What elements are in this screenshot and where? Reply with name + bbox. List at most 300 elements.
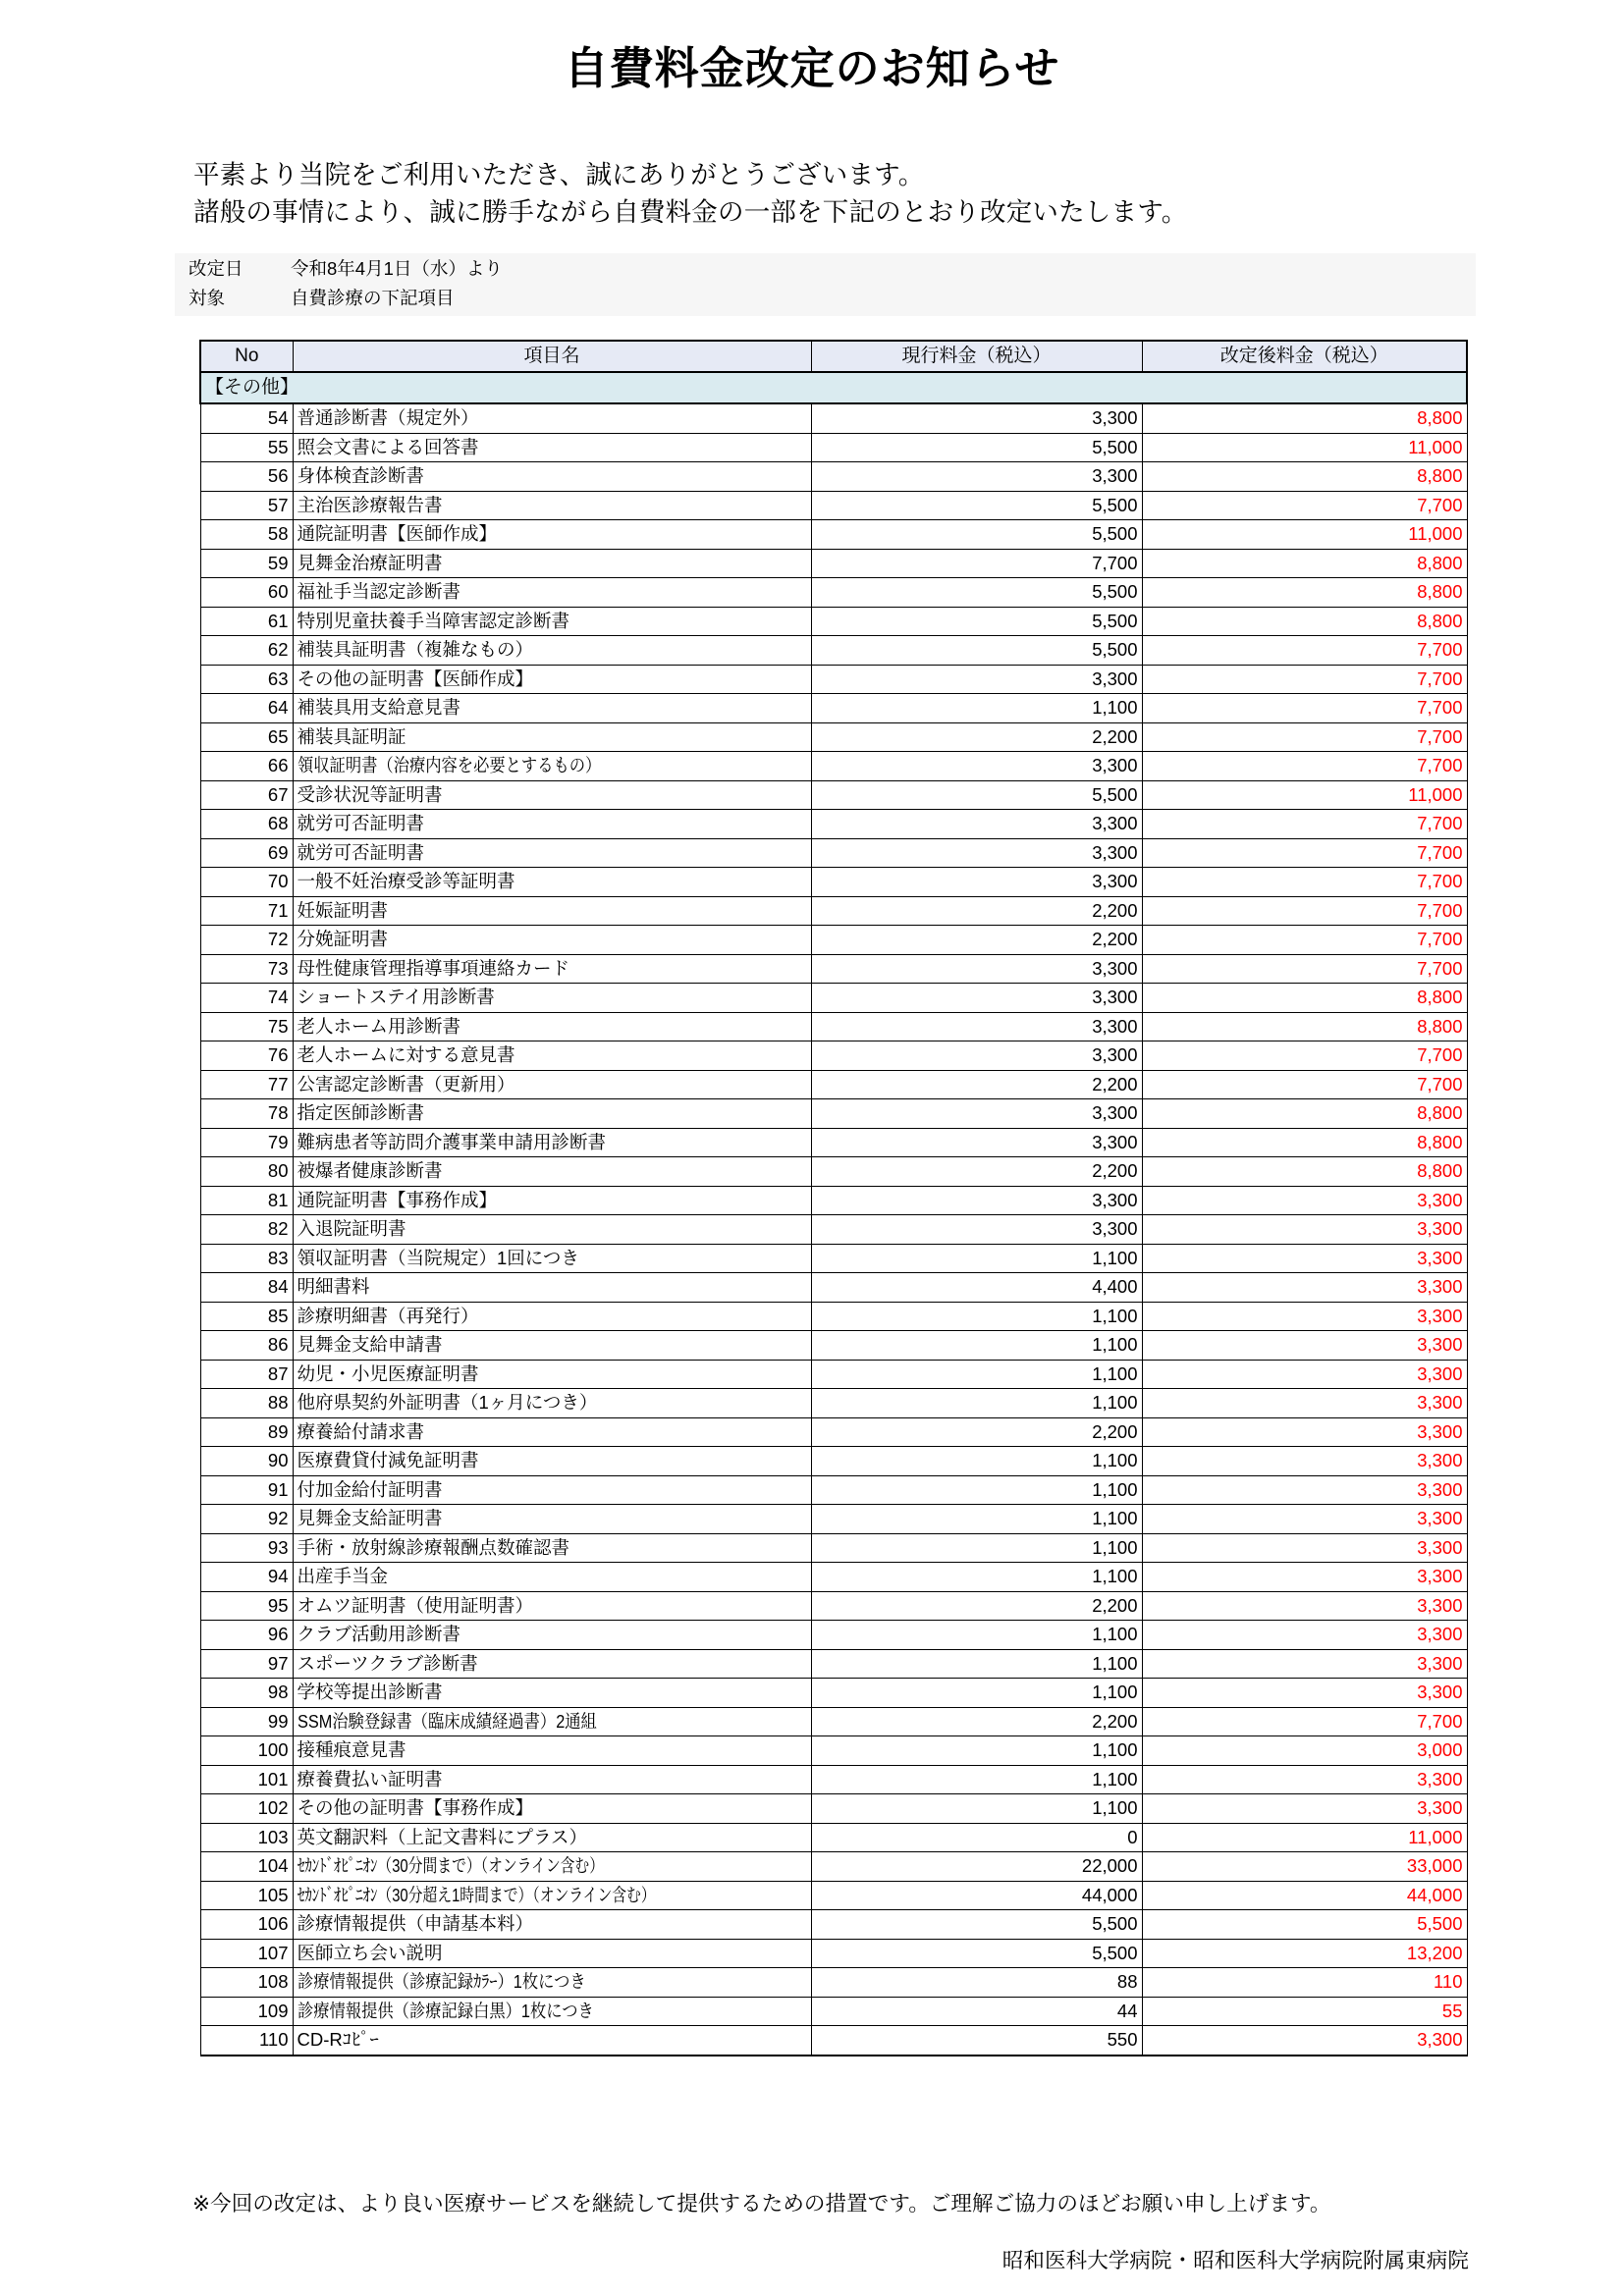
row-item-name: 分娩証明書	[293, 926, 811, 955]
row-current-price: 1,100	[811, 1736, 1142, 1766]
row-item-name: 手術・放射線診療報酬点数確認書	[293, 1533, 811, 1563]
row-current-price: 3,300	[811, 984, 1142, 1013]
row-item-name: 診療情報提供（申請基本料）	[293, 1910, 811, 1940]
fee-table-head	[200, 341, 1467, 372]
row-current-price: 3,300	[811, 868, 1142, 897]
row-revised-price: 7,700	[1142, 1070, 1467, 1099]
row-revised-price: 3,300	[1142, 1389, 1467, 1418]
row-revised-price: 8,800	[1142, 549, 1467, 578]
row-no: 92	[200, 1505, 293, 1534]
row-no: 68	[200, 810, 293, 839]
row-revised-price: 44,000	[1142, 1881, 1467, 1910]
row-revised-price: 3,000	[1142, 1736, 1467, 1766]
row-revised-price: 7,700	[1142, 665, 1467, 694]
row-item-name: 他府県契約外証明書（1ヶ月につき）	[293, 1389, 811, 1418]
row-item-name: 身体検査診断書	[293, 462, 811, 492]
row-no: 106	[200, 1910, 293, 1940]
row-no: 62	[200, 636, 293, 666]
row-item-name: 補装具証明書（複雑なもの）	[293, 636, 811, 666]
table-row	[200, 1794, 1467, 1824]
table-row	[200, 780, 1467, 810]
row-revised-price: 3,300	[1142, 1563, 1467, 1592]
row-item-name: 補装具証明証	[293, 722, 811, 752]
table-row	[200, 1563, 1467, 1592]
table-row	[200, 752, 1467, 781]
col-header-no: No	[200, 341, 293, 372]
row-current-price: 3,300	[811, 665, 1142, 694]
row-current-price: 2,200	[811, 1070, 1142, 1099]
row-no: 86	[200, 1331, 293, 1361]
fee-table	[199, 340, 1468, 2056]
row-item-name: 医師立ち会い説明	[293, 1939, 811, 1968]
row-no: 65	[200, 722, 293, 752]
row-current-price: 5,500	[811, 607, 1142, 636]
row-current-price: 1,100	[811, 1447, 1142, 1476]
table-row	[200, 1041, 1467, 1071]
row-current-price: 2,200	[811, 1417, 1142, 1447]
row-current-price: 5,500	[811, 636, 1142, 666]
row-no: 89	[200, 1417, 293, 1447]
row-revised-price: 3,300	[1142, 1273, 1467, 1303]
row-revised-price: 3,300	[1142, 1591, 1467, 1621]
row-no: 75	[200, 1012, 293, 1041]
row-no: 87	[200, 1360, 293, 1389]
table-row	[200, 1186, 1467, 1215]
row-current-price: 1,100	[811, 1302, 1142, 1331]
row-revised-price: 7,700	[1142, 1707, 1467, 1736]
row-item-name: ｾｶﾝﾄﾞｵﾋﾟﾆｵﾝ（30分超え1時間まで）（オンライン含む）	[293, 1881, 811, 1910]
row-current-price: 1,100	[811, 1765, 1142, 1794]
row-no: 83	[200, 1244, 293, 1273]
row-revised-price: 3,300	[1142, 1794, 1467, 1824]
row-no: 90	[200, 1447, 293, 1476]
row-no: 58	[200, 520, 293, 550]
row-revised-price: 110	[1142, 1968, 1467, 1998]
row-current-price: 2,200	[811, 926, 1142, 955]
row-current-price: 3,300	[811, 838, 1142, 868]
row-item-name: その他の証明書【事務作成】	[293, 1794, 811, 1824]
table-row	[200, 1939, 1467, 1968]
row-no: 85	[200, 1302, 293, 1331]
row-revised-price: 7,700	[1142, 954, 1467, 984]
row-item-name: 療養費払い証明書	[293, 1765, 811, 1794]
row-revised-price: 3,300	[1142, 1186, 1467, 1215]
row-revised-price: 33,000	[1142, 1852, 1467, 1882]
row-item-name: 母性健康管理指導事項連絡カード	[293, 954, 811, 984]
row-current-price: 1,100	[811, 1360, 1142, 1389]
table-row	[200, 1417, 1467, 1447]
row-revised-price: 7,700	[1142, 1041, 1467, 1071]
fee-table-wrapper	[199, 340, 1466, 2056]
row-current-price: 1,100	[811, 1679, 1142, 1708]
row-item-name: 出産手当金	[293, 1563, 811, 1592]
table-row	[200, 1823, 1467, 1852]
row-no: 60	[200, 578, 293, 608]
table-row	[200, 433, 1467, 462]
table-row	[200, 1910, 1467, 1940]
row-current-price: 3,300	[811, 403, 1142, 433]
row-revised-price: 8,800	[1142, 607, 1467, 636]
row-item-name: 難病患者等訪問介護事業申請用診断書	[293, 1128, 811, 1157]
row-current-price: 3,300	[811, 1215, 1142, 1245]
table-row	[200, 694, 1467, 723]
row-item-name: 福祉手当認定診断書	[293, 578, 811, 608]
header-row	[200, 341, 1467, 372]
row-no: 70	[200, 868, 293, 897]
row-revised-price: 8,800	[1142, 578, 1467, 608]
row-current-price: 1,100	[811, 1475, 1142, 1505]
table-row	[200, 1070, 1467, 1099]
intro-paragraph	[193, 157, 1470, 231]
row-no: 73	[200, 954, 293, 984]
row-item-name: 領収証明書（当院規定）1回につき	[293, 1244, 811, 1273]
table-row	[200, 1475, 1467, 1505]
row-revised-price: 8,800	[1142, 1099, 1467, 1129]
row-current-price: 1,100	[811, 1794, 1142, 1824]
row-item-name: スポーツクラブ診断書	[293, 1649, 811, 1679]
row-current-price: 2,200	[811, 1157, 1142, 1187]
row-no: 103	[200, 1823, 293, 1852]
table-row	[200, 403, 1467, 433]
row-current-price: 44	[811, 1997, 1142, 2026]
row-item-name: 診療情報提供（診療記録ｶﾗｰ）1枚につき	[293, 1968, 811, 1998]
row-item-name: SSM治験登録書（臨床成績経過書）2通組	[293, 1707, 811, 1736]
row-current-price: 5,500	[811, 491, 1142, 520]
row-no: 74	[200, 984, 293, 1013]
row-item-name: 就労可否証明書	[293, 838, 811, 868]
table-row	[200, 1273, 1467, 1303]
row-current-price: 1,100	[811, 1563, 1142, 1592]
col-header-current: 現行料金（税込）	[811, 341, 1142, 372]
intro-line-1: 平素より当院をご利用いただき、誠にありがとうございます。	[193, 160, 925, 189]
category-label: 【その他】	[200, 372, 1467, 403]
row-current-price: 1,100	[811, 1505, 1142, 1534]
table-row	[200, 838, 1467, 868]
col-header-revised: 改定後料金（税込）	[1142, 341, 1467, 372]
row-current-price: 7,700	[811, 549, 1142, 578]
row-revised-price: 7,700	[1142, 810, 1467, 839]
table-row	[200, 1128, 1467, 1157]
row-item-name: 診療情報提供（診療記録白黒）1枚につき	[293, 1997, 811, 2026]
row-item-name: 受診状況等証明書	[293, 780, 811, 810]
row-item-name: 特別児童扶養手当障害認定診断書	[293, 607, 811, 636]
row-revised-price: 3,300	[1142, 1331, 1467, 1361]
table-row	[200, 1360, 1467, 1389]
table-row	[200, 1621, 1467, 1650]
table-row	[200, 1968, 1467, 1998]
row-current-price: 1,100	[811, 1621, 1142, 1650]
row-revised-price: 3,300	[1142, 1533, 1467, 1563]
row-revised-price: 8,800	[1142, 1157, 1467, 1187]
table-row	[200, 491, 1467, 520]
row-revised-price: 7,700	[1142, 722, 1467, 752]
meta-info-band	[175, 253, 1476, 316]
row-revised-price: 8,800	[1142, 462, 1467, 492]
table-row	[200, 2026, 1467, 2056]
row-current-price: 44,000	[811, 1881, 1142, 1910]
row-no: 98	[200, 1679, 293, 1708]
row-no: 97	[200, 1649, 293, 1679]
hospital-signature: 昭和医科大学病院・昭和医科大学病院附属東病院	[1001, 2249, 1469, 2272]
row-revised-price: 3,300	[1142, 1447, 1467, 1476]
row-current-price: 4,400	[811, 1273, 1142, 1303]
row-no: 84	[200, 1273, 293, 1303]
row-no: 93	[200, 1533, 293, 1563]
row-no: 69	[200, 838, 293, 868]
intro-line-2: 諸般の事情により、誠に勝手ながら自費料金の一部を下記のとおり改定いたします。	[193, 196, 1188, 227]
row-revised-price: 55	[1142, 1997, 1467, 2026]
table-row	[200, 1997, 1467, 2026]
row-item-name: 照会文書による回答書	[293, 433, 811, 462]
row-current-price: 3,300	[811, 954, 1142, 984]
row-item-name: 主治医診療報告書	[293, 491, 811, 520]
table-row	[200, 1736, 1467, 1766]
row-current-price: 3,300	[811, 1186, 1142, 1215]
page-title: 自費料金改定のお知らせ	[564, 43, 1060, 93]
table-row	[200, 954, 1467, 984]
table-row	[200, 1881, 1467, 1910]
row-revised-price: 11,000	[1142, 780, 1467, 810]
row-no: 95	[200, 1591, 293, 1621]
row-no: 64	[200, 694, 293, 723]
row-no: 99	[200, 1707, 293, 1736]
table-row	[200, 549, 1467, 578]
row-no: 110	[200, 2026, 293, 2056]
row-item-name: ショートステイ用診断書	[293, 984, 811, 1013]
row-no: 79	[200, 1128, 293, 1157]
row-current-price: 2,200	[811, 1591, 1142, 1621]
row-item-name: CD-Rｺﾋﾟｰ	[293, 2026, 811, 2056]
row-revised-price: 7,700	[1142, 694, 1467, 723]
table-row	[200, 607, 1467, 636]
row-revised-price: 8,800	[1142, 1128, 1467, 1157]
table-row	[200, 1852, 1467, 1882]
table-row	[200, 810, 1467, 839]
row-no: 81	[200, 1186, 293, 1215]
table-row	[200, 1765, 1467, 1794]
row-revised-price: 3,300	[1142, 1215, 1467, 1245]
row-revised-price: 3,300	[1142, 1475, 1467, 1505]
table-row	[200, 1215, 1467, 1245]
revision-date-row	[175, 253, 1476, 285]
row-current-price: 1,100	[811, 1533, 1142, 1563]
row-item-name: 老人ホームに対する意見書	[293, 1041, 811, 1071]
row-revised-price: 11,000	[1142, 433, 1467, 462]
row-revised-price: 8,800	[1142, 1012, 1467, 1041]
table-row	[200, 636, 1467, 666]
row-item-name: 医療費貸付減免証明書	[293, 1447, 811, 1476]
row-current-price: 1,100	[811, 1389, 1142, 1418]
row-current-price: 1,100	[811, 1649, 1142, 1679]
row-no: 78	[200, 1099, 293, 1129]
row-item-name: 通院証明書【事務作成】	[293, 1186, 811, 1215]
revision-note: ※今回の改定は、より良い医療サービスを継続して提供するための措置です。ご理解ご協力のほどお願い申し上げます。	[192, 2192, 1331, 2216]
table-row	[200, 1679, 1467, 1708]
row-item-name: 公害認定診断書（更新用）	[293, 1070, 811, 1099]
row-item-name: 見舞金支給証明書	[293, 1505, 811, 1534]
row-item-name: 見舞金支給申請書	[293, 1331, 811, 1361]
row-revised-price: 7,700	[1142, 636, 1467, 666]
table-row	[200, 665, 1467, 694]
row-item-name: 被爆者健康診断書	[293, 1157, 811, 1187]
row-current-price: 3,300	[811, 1128, 1142, 1157]
row-current-price: 1,100	[811, 1244, 1142, 1273]
row-item-name: 幼児・小児医療証明書	[293, 1360, 811, 1389]
row-no: 105	[200, 1881, 293, 1910]
row-revised-price: 7,700	[1142, 752, 1467, 781]
row-no: 59	[200, 549, 293, 578]
row-item-name: 診療明細書（再発行）	[293, 1302, 811, 1331]
row-revised-price: 7,700	[1142, 896, 1467, 926]
row-no: 80	[200, 1157, 293, 1187]
revision-date-value: 令和8年4月1日（水）より	[291, 258, 503, 279]
row-item-name: 妊娠証明書	[293, 896, 811, 926]
table-row	[200, 462, 1467, 492]
row-no: 72	[200, 926, 293, 955]
row-revised-price: 3,300	[1142, 1244, 1467, 1273]
row-current-price: 5,500	[811, 520, 1142, 550]
row-no: 56	[200, 462, 293, 492]
revision-date-label: 改定日	[189, 258, 244, 279]
row-no: 76	[200, 1041, 293, 1071]
target-label: 対象	[189, 288, 226, 308]
row-item-name: オムツ証明書（使用証明書）	[293, 1591, 811, 1621]
row-no: 55	[200, 433, 293, 462]
row-item-name: 付加金給付証明書	[293, 1475, 811, 1505]
table-row	[200, 926, 1467, 955]
row-no: 82	[200, 1215, 293, 1245]
row-revised-price: 3,300	[1142, 2026, 1467, 2056]
row-current-price: 22,000	[811, 1852, 1142, 1882]
row-item-name: 普通診断書（規定外）	[293, 403, 811, 433]
category-row	[200, 372, 1467, 403]
row-current-price: 5,500	[811, 1910, 1142, 1940]
row-revised-price: 3,300	[1142, 1360, 1467, 1389]
row-no: 94	[200, 1563, 293, 1592]
row-revised-price: 7,700	[1142, 868, 1467, 897]
row-current-price: 2,200	[811, 1707, 1142, 1736]
target-value: 自費診療の下記項目	[291, 288, 455, 308]
row-revised-price: 7,700	[1142, 491, 1467, 520]
table-row	[200, 1533, 1467, 1563]
row-no: 102	[200, 1794, 293, 1824]
row-current-price: 3,300	[811, 1041, 1142, 1071]
row-no: 77	[200, 1070, 293, 1099]
row-no: 66	[200, 752, 293, 781]
row-revised-price: 3,300	[1142, 1505, 1467, 1534]
row-revised-price: 11,000	[1142, 520, 1467, 550]
table-row	[200, 1649, 1467, 1679]
row-current-price: 5,500	[811, 578, 1142, 608]
row-item-name: 補装具用支給意見書	[293, 694, 811, 723]
row-revised-price: 11,000	[1142, 1823, 1467, 1852]
row-no: 101	[200, 1765, 293, 1794]
row-current-price: 2,200	[811, 722, 1142, 752]
row-revised-price: 3,300	[1142, 1765, 1467, 1794]
table-row	[200, 722, 1467, 752]
row-item-name: 通院証明書【医師作成】	[293, 520, 811, 550]
table-row	[200, 1157, 1467, 1187]
row-revised-price: 7,700	[1142, 926, 1467, 955]
row-current-price: 0	[811, 1823, 1142, 1852]
table-row	[200, 520, 1467, 550]
row-item-name: クラブ活動用診断書	[293, 1621, 811, 1650]
row-no: 91	[200, 1475, 293, 1505]
row-item-name: ｾｶﾝﾄﾞｵﾋﾟﾆｵﾝ（30分間まで）（オンライン含む）	[293, 1852, 811, 1882]
row-no: 63	[200, 665, 293, 694]
table-row	[200, 896, 1467, 926]
table-row	[200, 1447, 1467, 1476]
row-item-name: 学校等提出診断書	[293, 1679, 811, 1708]
row-current-price: 550	[811, 2026, 1142, 2056]
row-current-price: 1,100	[811, 694, 1142, 723]
table-row	[200, 984, 1467, 1013]
row-item-name: 領収証明書（治療内容を必要とするもの）	[293, 752, 811, 781]
row-revised-price: 3,300	[1142, 1302, 1467, 1331]
row-no: 108	[200, 1968, 293, 1998]
table-row	[200, 1707, 1467, 1736]
row-current-price: 2,200	[811, 896, 1142, 926]
table-row	[200, 578, 1467, 608]
row-revised-price: 3,300	[1142, 1621, 1467, 1650]
row-no: 109	[200, 1997, 293, 2026]
row-current-price: 3,300	[811, 462, 1142, 492]
row-no: 61	[200, 607, 293, 636]
row-no: 54	[200, 403, 293, 433]
row-current-price: 88	[811, 1968, 1142, 1998]
row-no: 107	[200, 1939, 293, 1968]
row-item-name: 老人ホーム用診断書	[293, 1012, 811, 1041]
row-current-price: 1,100	[811, 1331, 1142, 1361]
row-no: 67	[200, 780, 293, 810]
row-current-price: 3,300	[811, 1012, 1142, 1041]
row-no: 88	[200, 1389, 293, 1418]
row-item-name: 入退院証明書	[293, 1215, 811, 1245]
table-row	[200, 1302, 1467, 1331]
table-row	[200, 1331, 1467, 1361]
row-item-name: 接種痕意見書	[293, 1736, 811, 1766]
row-item-name: 見舞金治療証明書	[293, 549, 811, 578]
row-item-name: 一般不妊治療受診等証明書	[293, 868, 811, 897]
row-revised-price: 8,800	[1142, 403, 1467, 433]
row-no: 57	[200, 491, 293, 520]
row-current-price: 3,300	[811, 810, 1142, 839]
row-item-name: 就労可否証明書	[293, 810, 811, 839]
row-no: 104	[200, 1852, 293, 1882]
row-revised-price: 13,200	[1142, 1939, 1467, 1968]
row-item-name: その他の証明書【医師作成】	[293, 665, 811, 694]
row-revised-price: 3,300	[1142, 1679, 1467, 1708]
table-row	[200, 1505, 1467, 1534]
row-current-price: 5,500	[811, 780, 1142, 810]
row-current-price: 5,500	[811, 1939, 1142, 1968]
row-revised-price: 3,300	[1142, 1417, 1467, 1447]
table-row	[200, 1591, 1467, 1621]
row-no: 96	[200, 1621, 293, 1650]
row-current-price: 5,500	[811, 433, 1142, 462]
row-revised-price: 8,800	[1142, 984, 1467, 1013]
row-item-name: 療養給付請求書	[293, 1417, 811, 1447]
table-row	[200, 1099, 1467, 1129]
col-header-name: 項目名	[293, 341, 811, 372]
row-no: 100	[200, 1736, 293, 1766]
table-row	[200, 1389, 1467, 1418]
target-row	[175, 283, 1476, 314]
fee-table-body	[200, 372, 1467, 2056]
table-row	[200, 868, 1467, 897]
row-no: 71	[200, 896, 293, 926]
row-item-name: 明細書料	[293, 1273, 811, 1303]
